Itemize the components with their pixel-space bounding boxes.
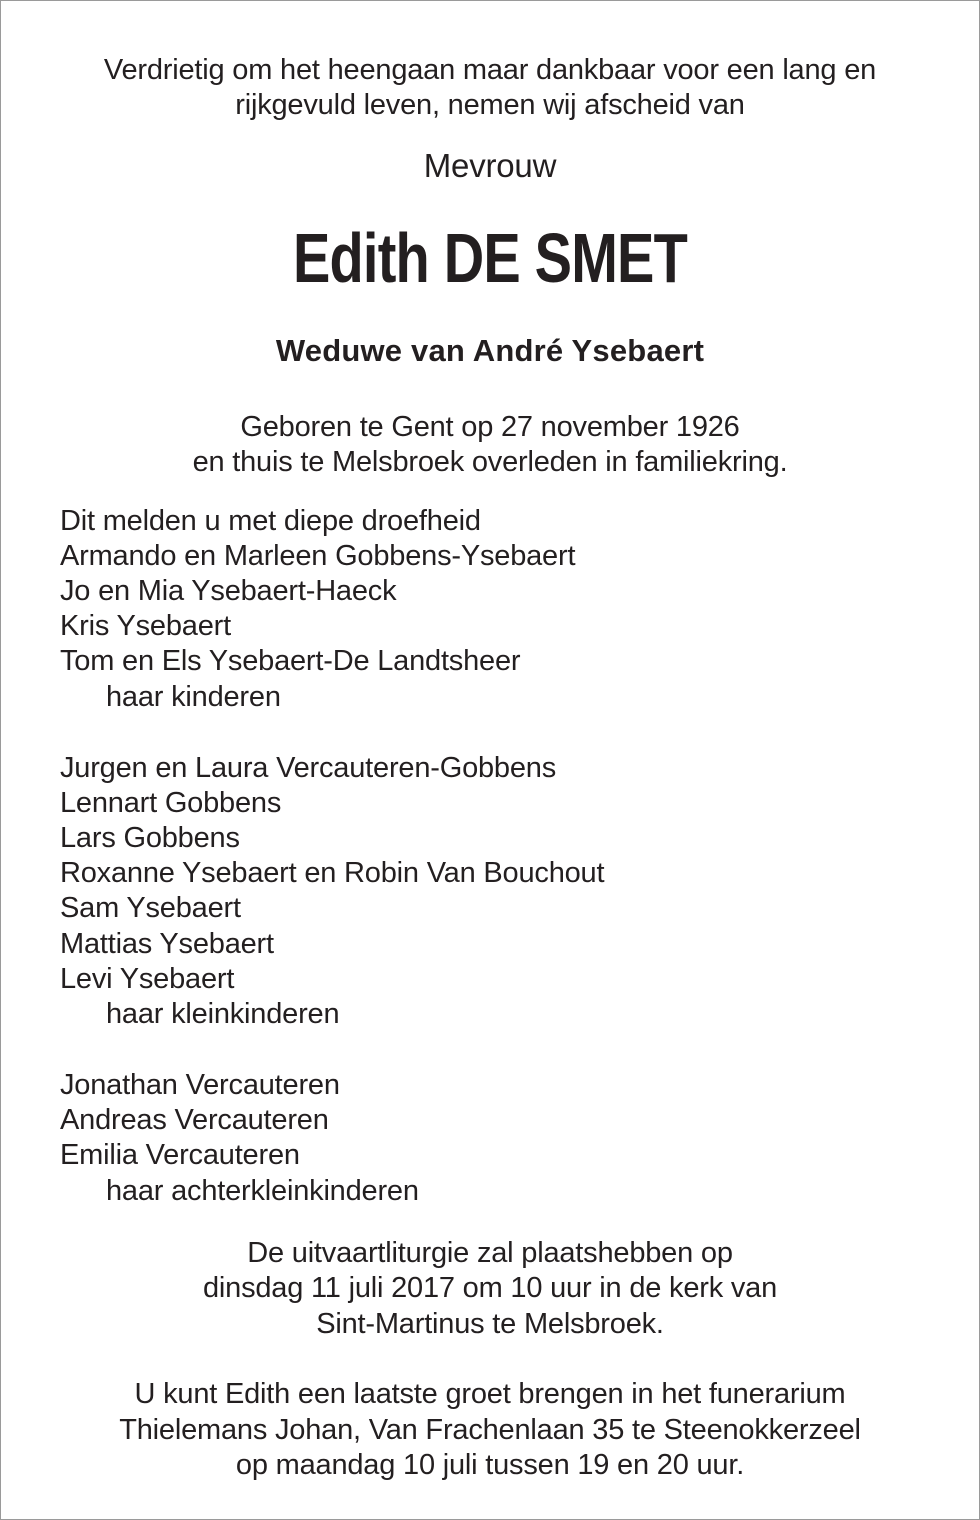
- grandchild-name: Lennart Gobbens: [60, 787, 282, 819]
- great-grandchild-name: Andreas Vercauteren: [60, 1104, 329, 1136]
- visitation-line-3: op maandag 10 juli tussen 19 en 20 uur.: [235, 1449, 745, 1481]
- child-name: Jo en Mia Ysebaert-Haeck: [60, 575, 397, 607]
- grandchild-name: Jurgen en Laura Vercauteren-Gobbens: [60, 752, 557, 784]
- intro-line-2: rijkgevuld leven, nemen wij afscheid van: [235, 89, 745, 121]
- great-grandchild-name: Jonathan Vercauteren: [60, 1069, 340, 1101]
- deceased-name: Edith DE SMET: [292, 219, 688, 297]
- grandchild-name: Mattias Ysebaert: [60, 928, 274, 960]
- visitation-line-1: U kunt Edith een laatste groet brengen in het funerarium: [134, 1378, 846, 1410]
- funeral-line-1: De uitvaartliturgie zal plaatshebben op: [247, 1237, 733, 1269]
- funeral-line-3: Sint-Martinus te Melsbroek.: [316, 1308, 664, 1340]
- birth-line: Geboren te Gent op 27 november 1926: [240, 411, 740, 443]
- visitation-line-2: Thielemans Johan, Van Frachenlaan 35 te Steenokkerzeel: [119, 1414, 861, 1446]
- death-line: en thuis te Melsbroek overleden in familiekring.: [192, 446, 788, 478]
- salutation: Mevrouw: [423, 147, 557, 184]
- child-name: Armando en Marleen Gobbens-Ysebaert: [60, 540, 576, 572]
- child-name: Tom en Els Ysebaert-De Landtsheer: [60, 645, 521, 677]
- child-name: Kris Ysebaert: [60, 610, 231, 642]
- funeral-line-2: dinsdag 11 juli 2017 om 10 uur in de kerk van: [202, 1272, 778, 1304]
- widow-of: Weduwe van André Ysebaert: [275, 333, 705, 368]
- announcement: Dit melden u met diepe droefheid: [60, 505, 481, 537]
- grandchildren-label: haar kleinkinderen: [106, 998, 340, 1030]
- grandchild-name: Roxanne Ysebaert en Robin Van Bouchout: [60, 857, 605, 889]
- great-grandchild-name: Emilia Vercauteren: [60, 1139, 300, 1171]
- intro-line-1: Verdrietig om het heengaan maar dankbaar voor een lang en: [103, 54, 877, 86]
- great-grandchildren-label: haar achterkleinkinderen: [106, 1175, 419, 1207]
- grandchild-name: Levi Ysebaert: [60, 963, 235, 995]
- grandchild-name: Lars Gobbens: [60, 822, 240, 854]
- children-label: haar kinderen: [106, 681, 281, 713]
- grandchild-name: Sam Ysebaert: [60, 892, 241, 924]
